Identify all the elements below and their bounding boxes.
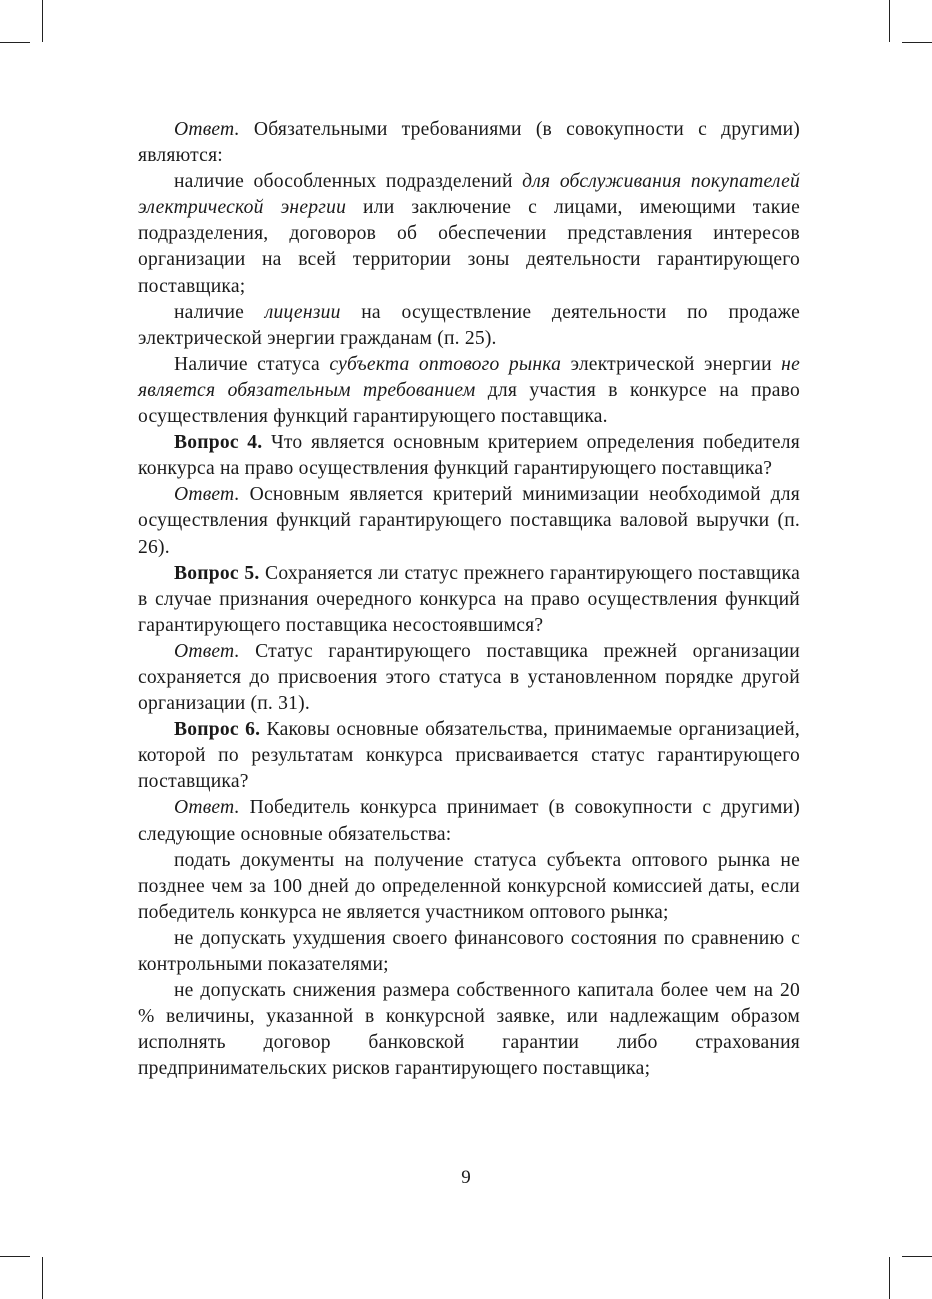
text-run: Победитель конкурса принимает (в совокупности с другими) следующие основные обязательства: xyxy=(138,797,800,845)
paragraph-requirement-license xyxy=(138,300,800,352)
crop-mark-bottom-left xyxy=(42,1257,43,1299)
emphasis-text: субъекта оптового рынка xyxy=(329,353,562,375)
crop-mark-bottom-right xyxy=(889,1257,890,1299)
paragraph-answer-6 xyxy=(138,795,800,847)
question-label: Вопрос 6. xyxy=(174,719,261,741)
emphasis-text: лицензии xyxy=(264,301,341,323)
page-body xyxy=(138,117,800,1082)
text-run: наличие обособленных подразделений xyxy=(174,171,523,193)
text-run: на осуществление деятельности по продаже электрической энергии гражданам (п. 25). xyxy=(138,301,800,349)
text-run: не допускать ухудшения своего финансового состояния по сравнению с контрольными показателями; xyxy=(138,927,800,975)
emphasis-text: Ответ. xyxy=(174,484,240,506)
crop-mark-top-left-h xyxy=(0,42,30,43)
paragraph-wholesale-status-note xyxy=(138,352,800,430)
text-run: наличие xyxy=(174,301,265,323)
text-run: подать документы на получение статуса субъекта оптового рынка не позднее чем за 100 дней до определенной конкурсной комиссией даты, если победитель конкурса не является участником оптового рынка; xyxy=(138,849,800,923)
paragraph-answer-4 xyxy=(138,482,800,560)
emphasis-text: Ответ. xyxy=(174,640,240,662)
crop-mark-bottom-left-h xyxy=(0,1256,30,1257)
paragraph-question-5 xyxy=(138,561,800,639)
paragraph-obligation-capital xyxy=(138,978,800,1082)
text-run: Каковы основные обязательства, принимаемые организацией, которой по результатам конкурса присваивается статус гарантирующего поставщика? xyxy=(138,719,800,793)
text-run: Что является основным критерием определения победителя конкурса на право осуществления функций гарантирующего поставщика? xyxy=(138,432,800,480)
text-run: для участия в конкурсе на право осуществления функций гарантирующего поставщика. xyxy=(138,379,800,428)
emphasis-text: не является обязательным требованием xyxy=(138,353,800,401)
text-run: Наличие статуса xyxy=(174,353,330,375)
text-run: не допускать снижения размера собственного капитала более чем на 20 % величины, указанной в конкурсной заявке, или надлежащим образом исполнять договор банковской гарантии либо страхования предпринимательских рисков гарантирующего поставщика; xyxy=(138,980,800,1080)
text-run: Статус гарантирующего поставщика прежней организации сохраняется до присвоения этого статуса в установленном порядке другой организации (п. 31). xyxy=(138,640,800,715)
paragraph-answer-3 xyxy=(138,117,800,169)
paragraph-answer-5 xyxy=(138,639,800,717)
emphasis-text: Ответ. xyxy=(174,119,240,140)
paragraph-question-4 xyxy=(138,430,800,482)
paragraph-obligation-finance xyxy=(138,926,800,978)
text-run: Основным является критерий минимизации необходимой для осуществления функций гарантирующего поставщика валовой выручки (п. 26). xyxy=(138,484,800,558)
text-run: или заключение с лицами, имеющими такие подразделения, договоров об обеспечении представления интересов организации на всей территории зоны деятельности гарантирующего поставщика; xyxy=(138,197,800,297)
paragraph-requirement-subdivisions xyxy=(138,169,800,299)
text-run: Обязательными требованиями (в совокупности с другими) являются: xyxy=(138,119,800,167)
page-number: 9 xyxy=(461,1167,471,1188)
emphasis-text: для обслуживания покупателей электрической энергии xyxy=(138,171,800,219)
text-run: Сохраняется ли статус прежнего гарантирующего поставщика в случае признания очередного конкурса на право осуществления функций гарантирующего поставщика несостоявшимся? xyxy=(138,562,800,636)
paragraph-question-6 xyxy=(138,717,800,795)
crop-mark-top-left xyxy=(42,0,43,42)
emphasis-text: Ответ. xyxy=(174,797,240,819)
paragraph-obligation-documents xyxy=(138,848,800,926)
text-run: электрической энергии xyxy=(561,353,782,375)
question-label: Вопрос 5. xyxy=(174,562,260,584)
crop-mark-top-right-h xyxy=(902,42,932,43)
question-label: Вопрос 4. xyxy=(174,432,263,454)
crop-mark-top-right xyxy=(889,0,890,42)
crop-mark-bottom-right-h xyxy=(902,1256,932,1257)
